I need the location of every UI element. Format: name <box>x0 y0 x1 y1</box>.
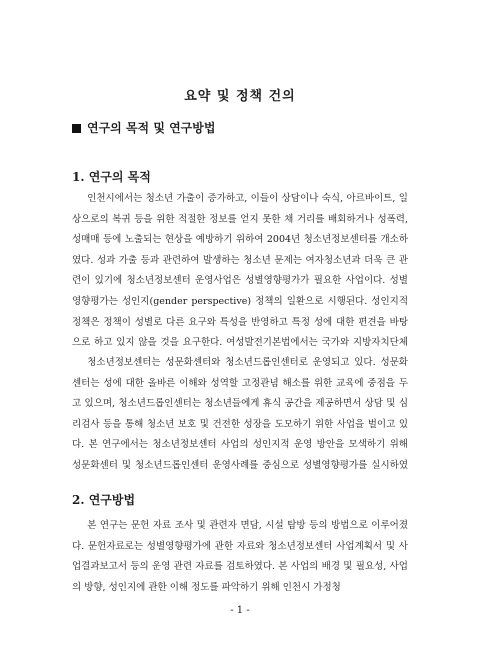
subsection-heading-method: 2. 연구방법 <box>72 493 136 507</box>
section-heading-text: 연구의 목적 및 연구방법 <box>87 121 216 135</box>
square-bullet-icon <box>72 124 81 133</box>
section-heading <box>72 119 215 136</box>
page-number: - 1 - <box>230 605 250 616</box>
page-title: 요약 및 정책 건의 <box>184 89 296 104</box>
subsection-heading-purpose: 1. 연구의 목적 <box>72 170 151 184</box>
paragraph-purpose-2: 청소년정보센터는 성문화센터와 청소년드롭인센터로 운영되고 있다. 성문화센터는 성에 대한 올바른 이해와 성역할 고정관념 해소를 위한 교육에 중점을 두고 있으며, 청소년드롭인센터는 청소년들에게 휴식 공간을 제공하면서 상담 및 심리검사 등을 통해 청소년 보호 및 건전한 성장을 도모하기 위한 사업을 벌이고 있다. 본 연구에서는 청소년정보센터 사업의 성인지적 운영 방안을 모색하기 위해 성문화센터 및 청소년드롭인센터 운영사례를 중심으로 성별영향평가를 실시하였 <box>72 357 408 471</box>
paragraph-purpose-1: 인천시에서는 청소년 가출이 증가하고, 이들이 상담이나 숙식, 아르바이트, 일상으로의 복귀 등을 위한 적절한 정보를 얻지 못한 채 거리를 배회하거나 성폭력, 성매매 등에 노출되는 현상을 예방하기 위하여 2004년 청소년정보센터를 개소하였다. 성과 가출 등과 관련하여 발생하는 청소년 문제는 여자청소년과 더욱 큰 관련이 있기에 청소년정보센터 운영사업은 성별영향평가가 필요한 사업이다. 성별영향평가는 성인지(gender perspective) 정책의 일환으로 시행된다. 성인지적 정책은 정책이 성별로 다른 요구와 특성을 반영하고 특정 성에 대한 편견을 바탕으로 하고 있지 않을 것을 요구한다. 여성발전기본법에서는 국가와 지방자치단체 <box>72 193 408 349</box>
paragraph-method-1: 본 연구는 문헌 자료 조사 및 관련자 면담, 시설 탐방 등의 방법으로 이루어졌다. 문헌자료로는 성별영향평가에 관한 자료와 청소년정보센터 사업계획서 및 사업결과보고서 등의 운영 관련 자료를 검토하였다. 본 사업의 배경 및 필요성, 사업의 방향, 성인지에 관한 이해 정도를 파악하기 위해 인천시 가정청 <box>72 520 408 593</box>
